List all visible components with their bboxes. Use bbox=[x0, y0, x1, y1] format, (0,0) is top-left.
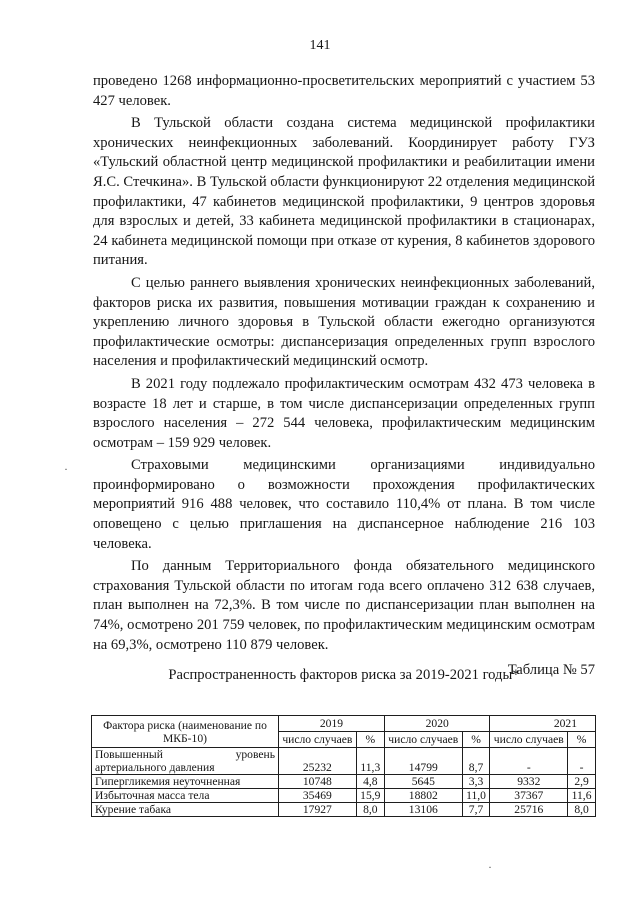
body-text bbox=[93, 72, 595, 681]
page-number: 141 bbox=[309, 38, 331, 53]
cell-2019-count: 25232 bbox=[279, 748, 357, 775]
factor-cell: Курение табака bbox=[92, 803, 279, 817]
year-2020-header: 2020 bbox=[384, 716, 490, 732]
factor-cell bbox=[92, 748, 279, 775]
count-header: число случаев bbox=[279, 732, 357, 748]
factor-text: уровень bbox=[235, 748, 275, 761]
cell-2019-percent: 4,8 bbox=[356, 775, 384, 789]
paragraph-3: С целью раннего выявления хронических неинфекционных заболеваний, факторов риска их развития, повышения мотивации граждан к сохранению и укреплению личного здоровья в Тульской области ежегодно организуются профилактические осмотры: диспансеризация определенных групп взрослого населения и профилактический медицинский осмотр. bbox=[93, 274, 595, 370]
cell-2021-percent: 2,9 bbox=[568, 775, 596, 789]
percent-header: % bbox=[568, 732, 596, 748]
cell-2020-count: 5645 bbox=[384, 775, 462, 789]
cell-2019-percent: 11,3 bbox=[356, 748, 384, 775]
paragraph-4: В 2021 году подлежало профилактическим осмотрам 432 473 человека в возрасте 18 лет и старше, в том числе диспансеризации определенных групп взрослого населения – 272 544 человека, профилактическим медицинским осмотрам – 159 929 человек. bbox=[93, 375, 595, 451]
cell-2020-count: 18802 bbox=[384, 789, 462, 803]
cell-2020-count: 14799 bbox=[384, 748, 462, 775]
cell-2021-percent: 11,6 bbox=[568, 789, 596, 803]
cell-2019-count: 10748 bbox=[279, 775, 357, 789]
table-title: Распространенность факторов риска за 2019-2021 годы* bbox=[168, 667, 520, 683]
cell-2020-percent: 3,3 bbox=[462, 775, 490, 789]
table-row bbox=[92, 748, 596, 775]
cell-2021-count: 37367 bbox=[490, 789, 568, 803]
factor-text: артериального давления bbox=[95, 761, 215, 774]
cell-2021-percent: 8,0 bbox=[568, 803, 596, 817]
count-header: число случаев bbox=[490, 732, 568, 748]
cell-2019-percent: 8,0 bbox=[356, 803, 384, 817]
cell-2020-percent: 7,7 bbox=[462, 803, 490, 817]
factor-cell: Гипергликемия неуточненная bbox=[92, 775, 279, 789]
paragraph-1: проведено 1268 информационно-просветительских мероприятий с участием 53 427 человек. bbox=[93, 73, 595, 109]
table-label: Таблица № 57 bbox=[507, 662, 595, 679]
table-row bbox=[92, 803, 596, 817]
table-row bbox=[92, 775, 596, 789]
cell-2021-percent: - bbox=[568, 748, 596, 775]
cell-2021-count: - bbox=[490, 748, 568, 775]
cell-2019-count: 35469 bbox=[279, 789, 357, 803]
table-row bbox=[92, 789, 596, 803]
factor-text: Повышенный bbox=[95, 748, 163, 761]
scan-speck: · bbox=[488, 860, 492, 874]
cell-2021-count: 9332 bbox=[490, 775, 568, 789]
risk-factors-table bbox=[91, 715, 596, 817]
cell-2020-percent: 8,7 bbox=[462, 748, 490, 775]
cell-2019-count: 17927 bbox=[279, 803, 357, 817]
count-header: число случаев bbox=[384, 732, 462, 748]
factor-column-header: Фактора риска (наименование по МКБ-10) bbox=[92, 716, 279, 748]
factor-cell: Избыточная масса тела bbox=[92, 789, 279, 803]
cell-2019-percent: 15,9 bbox=[356, 789, 384, 803]
cell-2020-percent: 11,0 bbox=[462, 789, 490, 803]
percent-header: % bbox=[462, 732, 490, 748]
year-2021-header: 2021 bbox=[490, 716, 596, 732]
paragraph-6: По данным Территориального фонда обязательного медицинского страхования Тульской области по итогам года всего оплачено 312 638 случаев, план выполнен на 72,3%. В том числе по диспансеризации план выполнен на 74%, осмотрено 201 759 человек, по профилактическим медицинским осмотрам на 69,3%, осмотрено 110 879 человек. bbox=[93, 558, 595, 653]
year-2019-header: 2019 bbox=[279, 716, 385, 732]
cell-2021-count: 25716 bbox=[490, 803, 568, 817]
cell-2020-count: 13106 bbox=[384, 803, 462, 817]
percent-header: % bbox=[356, 732, 384, 748]
scan-speck: · bbox=[64, 462, 68, 476]
table-header-row bbox=[92, 716, 596, 732]
paragraph-2: В Тульской области создана система медицинской профилактики хронических неинфекционных заболеваний. Координирует работу ГУЗ «Тульский областной центр медицинской профилактики и реабилитации имени Я.С. Стечкина». В Тульской области функционируют 22 отделения медицинской профилактики, 47 кабинетов медицинской профилактики, 9 центров здоровья для взрослых и детей, 33 кабинета медицинской профилактики в стационарах, 24 кабинета медицинской помощи при отказе от курения, 8 кабинетов здорового питания. bbox=[93, 115, 596, 269]
paragraph-5: Страховыми медицинскими организациями индивидуально проинформировано о возможности прохождения профилактических мероприятий 916 488 человек, что составило 110,4% от плана. В том числе оповещено с целью приглашения на диспансерное наблюдение 216 103 человека. bbox=[93, 457, 595, 552]
